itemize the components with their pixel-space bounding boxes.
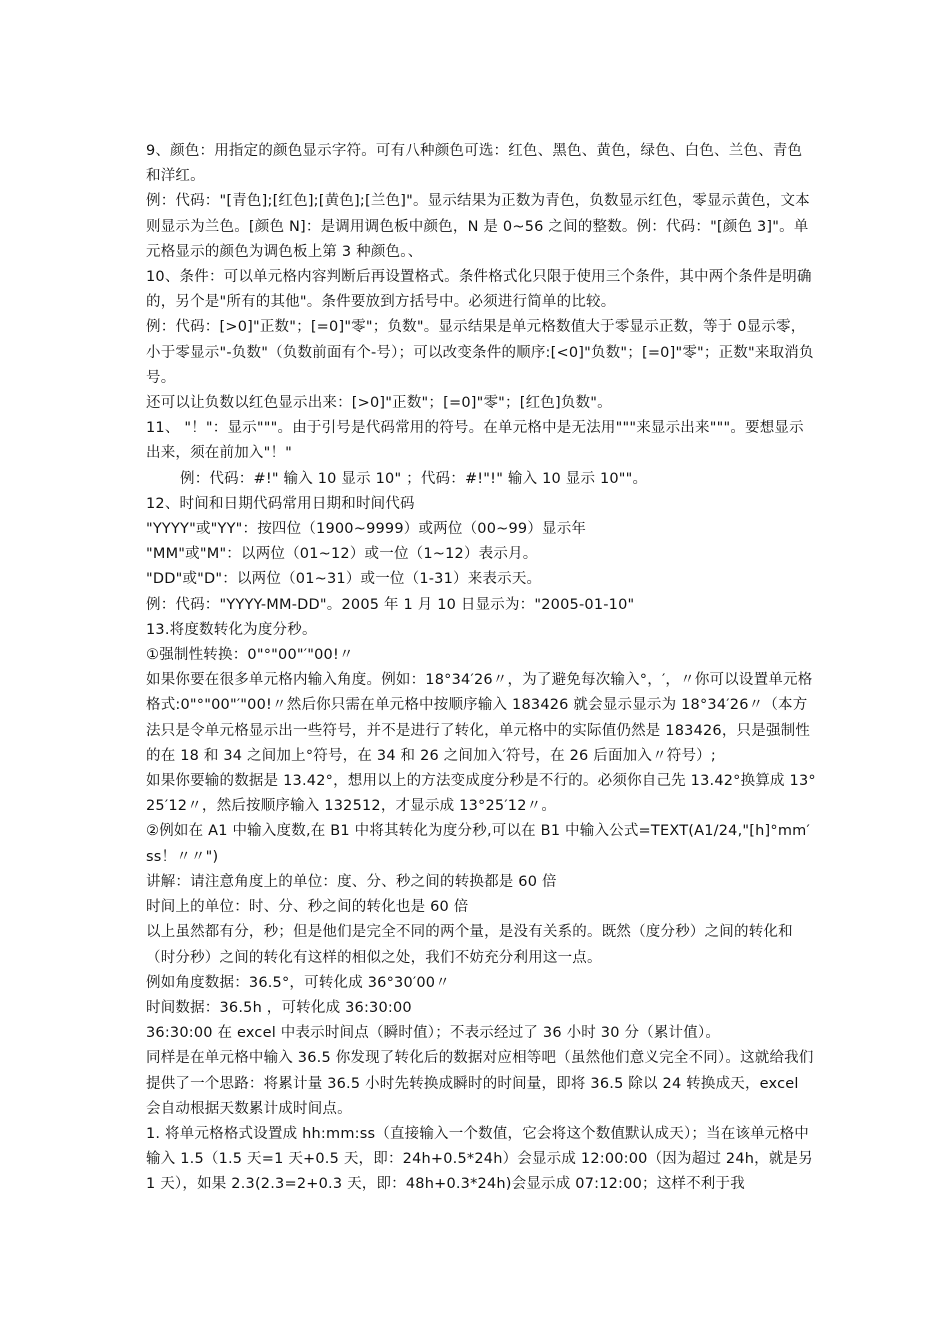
- paragraph-decimal-angle: 如果你要输的数据是 13.42°，想用以上的方法变成度分秒是不行的。必须你自己先 13.42°换算成 13°25′12〃，然后按顺序输入 132512，才显示成 13°25′12〃。: [146, 773, 816, 815]
- paragraph-condition-example: 例：代码：[>0]"正数"；[=0]"零"；负数"。显示结果是单元格数值大于零显示正数，等于 0显示零，小于零显示"-负数"（负数前面有个-号）；可以改变条件的顺序:[<0]"负数"；[=0]"零"；正数"来取消负号。: [146, 319, 814, 386]
- paragraph-explain-angle: 讲解：请注意角度上的单位：度、分、秒之间的转换都是 60 倍: [146, 873, 557, 890]
- paragraph-degree-heading: 13.将度数转化为度分秒。: [146, 621, 317, 638]
- paragraph-explain-time: 时间上的单位：时、分、秒之间的转化也是 60 倍: [146, 899, 469, 916]
- paragraph-angle-data: 例如角度数据：36.5°，可转化成 36°30′00〃: [146, 974, 450, 991]
- paragraph-time-data: 时间数据：36.5h ，可转化成 36:30:00: [146, 999, 412, 1016]
- paragraph-forced-conversion: ①强制性转换：0"°"00"′"00!〃: [146, 647, 354, 664]
- paragraph-time-point: 36:30:00 在 excel 中表示时间点（瞬时值）；不表示经过了 36 小时 30 分（累计值）。: [146, 1025, 721, 1042]
- paragraph-month-code: "MM"或"M"：以两位（01~12）或一位（1~12）表示月。: [146, 546, 538, 563]
- paragraph-color-example: 例：代码："[青色];[红色];[黄色];[兰色]"。显示结果为正数为青色，负数显示红色，零显示黄色，文本则显示为兰色。[颜色 N]：是调用调色板中颜色，N 是 0~56 之间的整数。例：代码："[颜色 3]"。单元格显示的颜色为调色板上第 3 种颜色。、: [146, 193, 810, 260]
- paragraph-date-example: 例：代码："YYYY-MM-DD"。2005 年 1 月 10 日显示为："2005-01-10": [146, 596, 635, 613]
- paragraph-day-code: "DD"或"D"：以两位（01~31）或一位（1-31）来表示天。: [146, 571, 542, 588]
- paragraph-quote: 11、 "！"：显示"""。由于引号是代码常用的符号。在单元格中是无法用"""来显示出来"""。要想显示出来，须在前加入"！": [146, 420, 804, 462]
- paragraph-angle-input: 如果你要在很多单元格内输入角度。例如：18°34′26〃，为了避免每次输入°，′，〃你可以设置单元格格式:0"°"00"′"00!〃然后你只需在单元格中按顺序输入 183426 就会显示显示为 18°34′26〃（本方法只是令单元格显示出一些符号，并不是进行了转化，单元格中的实际值仍然是 183426，只是强制性的在 18 和 34 之间加上°符号，在 34 和 26 之间加入′符号，在 26 后面加入〃符号）;: [146, 672, 813, 764]
- paragraph-quote-example: 例：代码：#!" 输入 10 显示 10" ；代码：#!"!" 输入 10 显示 10""。: [180, 470, 648, 487]
- paragraph-datetime-heading: 12、时间和日期代码常用日期和时间代码: [146, 495, 415, 512]
- paragraph-step-1: 1. 将单元格格式设置成 hh:mm:ss（直接输入一个数值，它会将这个数值默认成天）；当在该单元格中输入 1.5（1.5 天=1 天+0.5 天，即：24h+0.5*24h）会显示成 12:00:00（因为超过 24h，就是另 1 天），如果 2.3(2.3=2+0.3 天，即：48h+0.3*24h)会显示成 07:12:00；这样不利于我: [146, 1125, 813, 1193]
- document-body: [146, 139, 816, 1198]
- paragraph-color: 9、颜色：用指定的颜色显示字符。可有八种颜色可选：红色、黑色、黄色，绿色、白色、兰色、青色和洋红。: [146, 143, 803, 185]
- paragraph-idea: 同样是在单元格中输入 36.5 你发现了转化后的数据对应相等吧（虽然他们意义完全不同）。这就给我们提供了一个思路：将累计量 36.5 小时先转换成瞬时的时间量，即将 36.5 除以 24 转换成天，excel 会自动根据天数累计成时间点。: [146, 1050, 814, 1117]
- paragraph-condition: 10、条件：可以单元格内容判断后再设置格式。条件格式化只限于使用三个条件，其中两个条件是明确的，另个是"所有的其他"。条件要放到方括号中。必须进行简单的比较。: [146, 269, 812, 311]
- paragraph-similarity: 以上虽然都有分，秒；但是他们是完全不同的两个量，是没有关系的。既然（度分秒）之间的转化和（时分秒）之间的转化有这样的相似之处，我们不妨充分利用这一点。: [146, 924, 793, 966]
- paragraph-formula: ②例如在 A1 中输入度数,在 B1 中将其转化为度分秒,可以在 B1 中输入公式=TEXT(A1/24,"[h]°mm′ss！〃〃"): [146, 823, 810, 865]
- paragraph-negative-red: 还可以让负数以红色显示出来：[>0]"正数"；[=0]"零"；[红色]负数"。: [146, 395, 612, 412]
- paragraph-year-code: "YYYY"或"YY"：按四位（1900~9999）或两位（00~99）显示年: [146, 521, 587, 538]
